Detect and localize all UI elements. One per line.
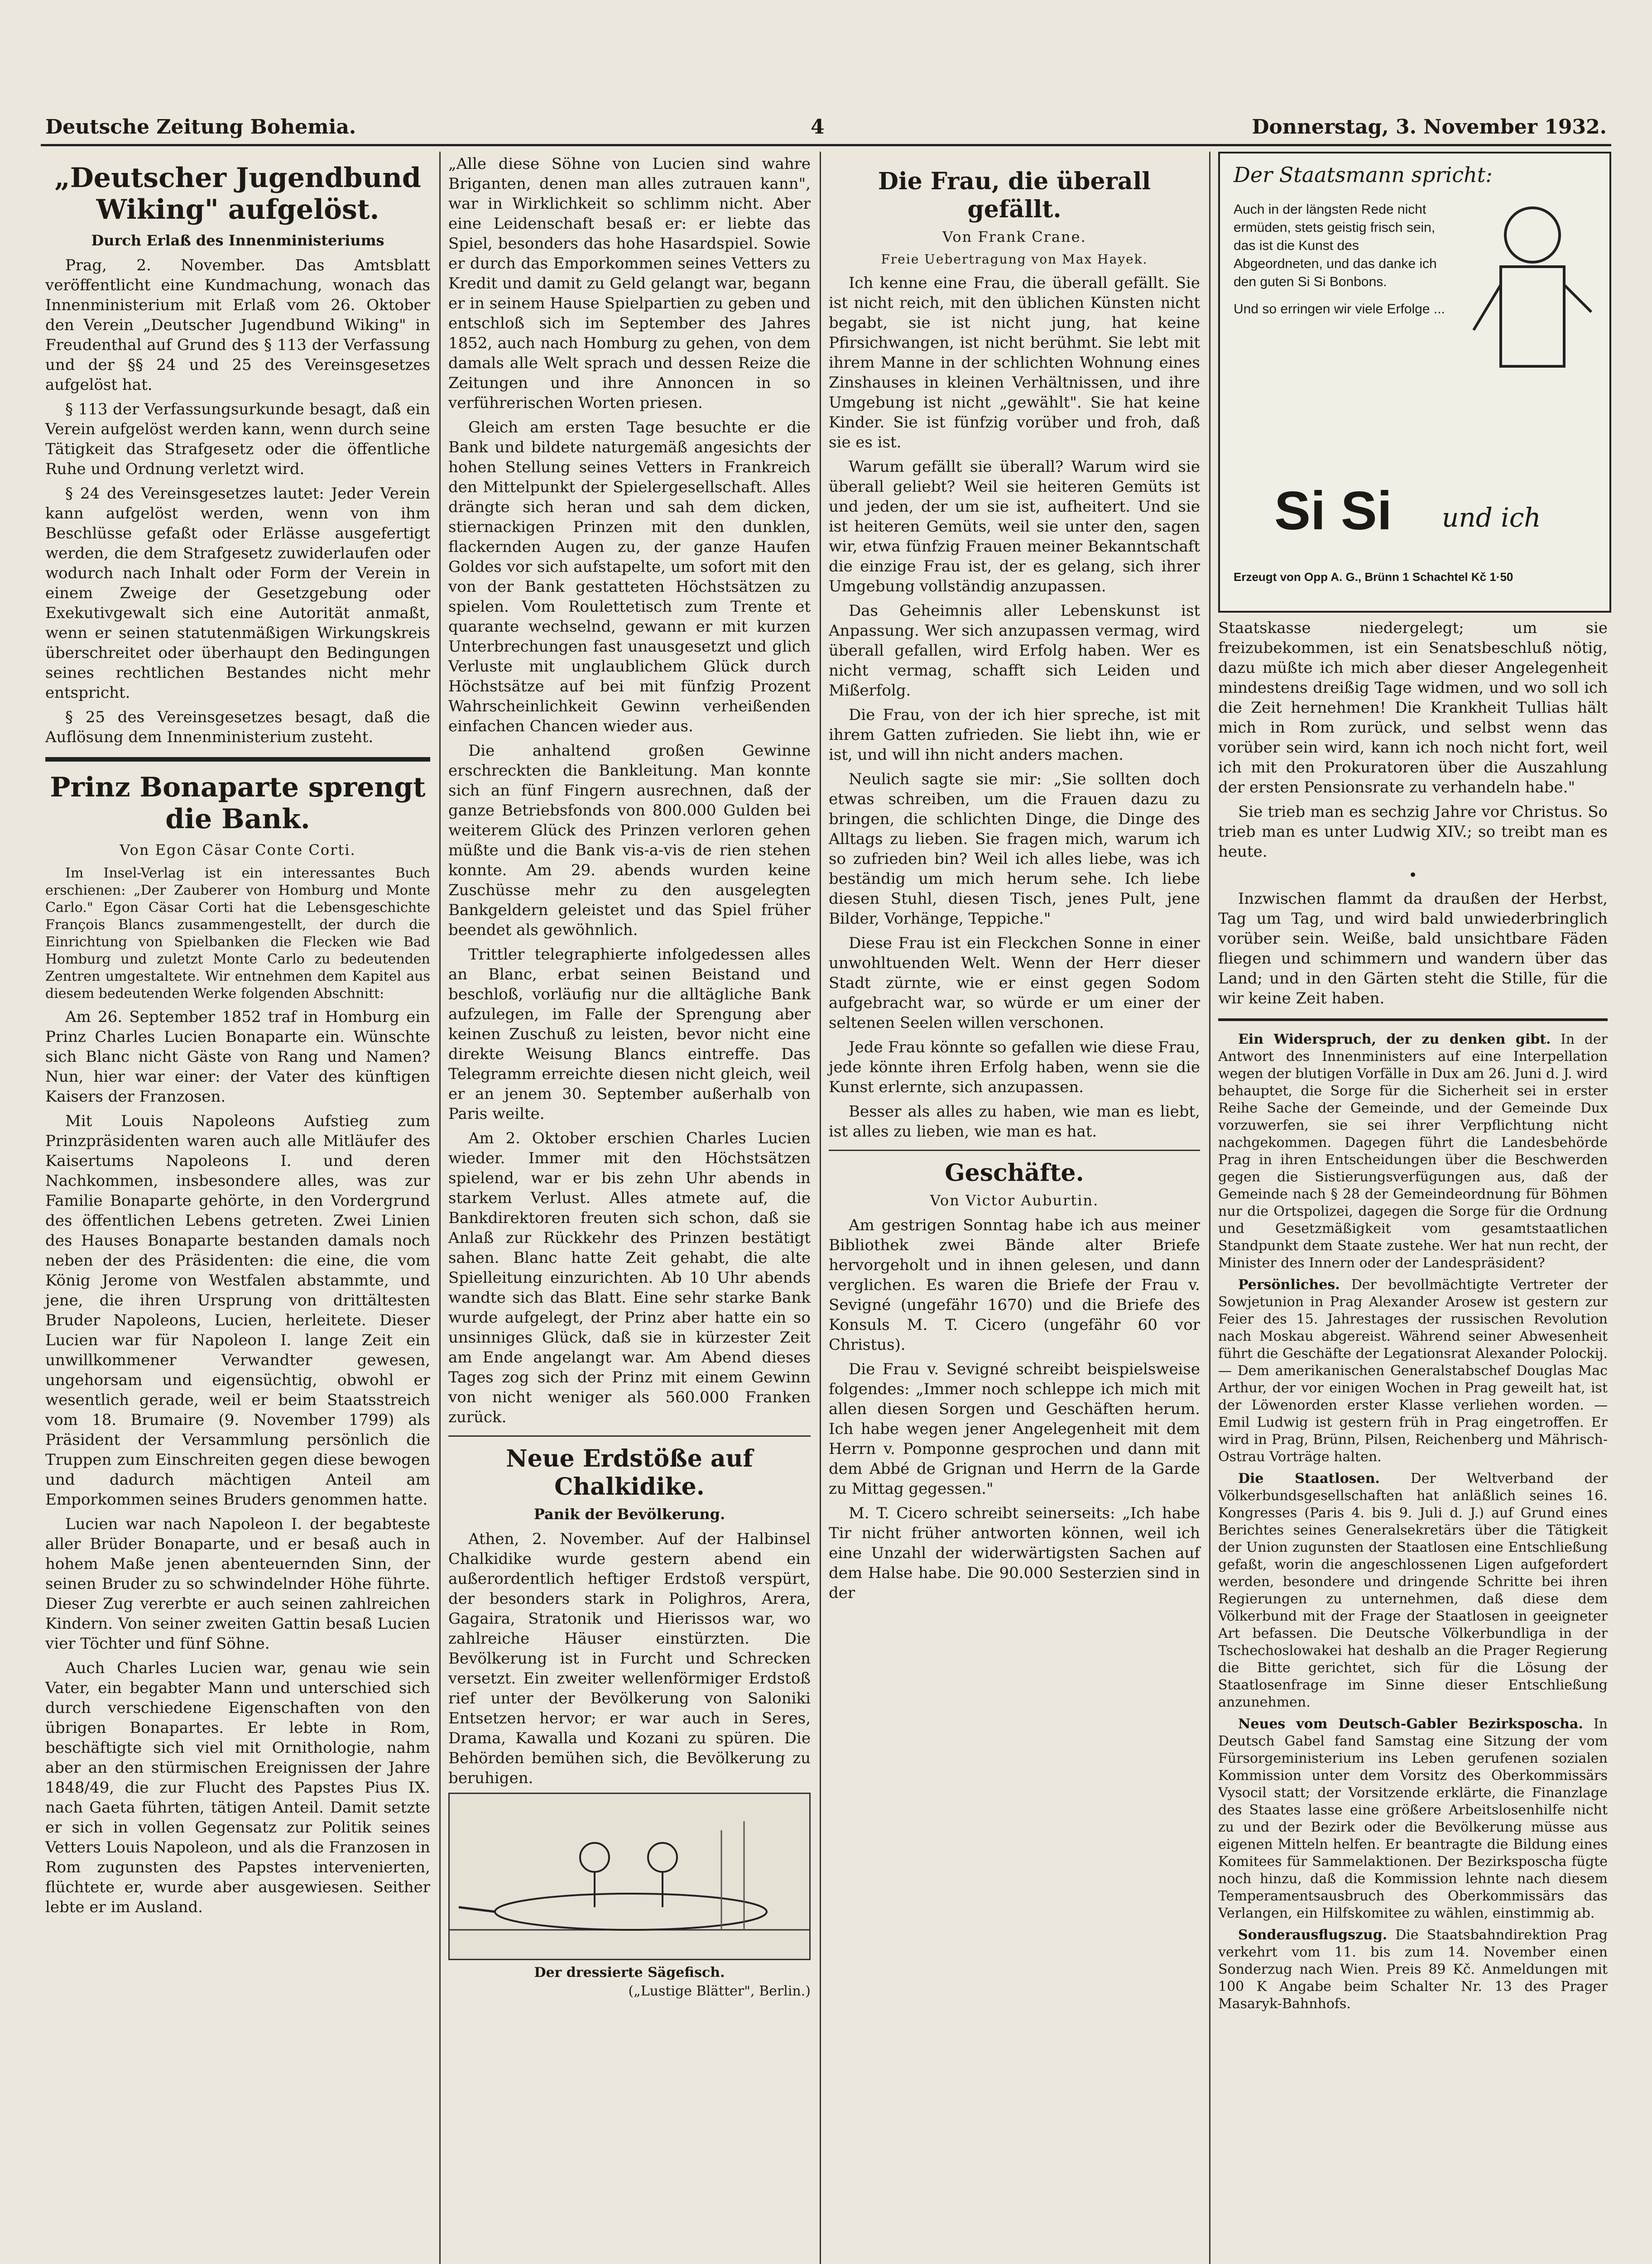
si-si-advertisement [1218,152,1611,613]
statesman-figure-icon [1465,194,1600,421]
article-byline-bonaparte: Von Egon Cäsar Conte Corti. [120,841,356,859]
news-item: Die Staatlosen. Der Weltverband der Völkerbundsgesellschaften hat anläßlich seines 16. Kongresses (Paris 4. bis 9. Juli d. J.) auf Grund eines Berichtes seines Generalsekretärs über die Tätigkeit der Union zugunsten der Staatlosen eine Entschließung gefaßt, worin die angeschlossenen Ligen aufgefordert werden, besondere und dringende Schritte bei ihren Regierungen zu unternehmen, daß diese dem Völkerbund mit der Frage der Staatlosen in geeigneter Art befassen. Die Deutsche Völkerbundliga in der Tschechoslowakei hat deshalb an die Prager Regierung die Bitte gerichtet, sich für die Lösung der Staatlosenfrage im Sinne dieser Entschließung anzunehmen. [1218,1471,1608,1710]
paragraph: Lucien war nach Napoleon I. der begabteste aller Brüder Bonaparte, und er besaß auch in hohem Maße jenen abenteuernden Sinn, der seinen Bruder zu so schwindelnder Höhe führte. Dieser Zug vererbte er auch seinen zahlreichen Kindern. Von seiner zweiten Gattin besaß Lucien vier Töchter und fünf Söhne. [45,1515,430,1653]
news-head: Die Staatlosen. [1238,1471,1380,1487]
column-rule-2 [820,152,821,2264]
article-title-geschaefte: Geschäfte. [945,1159,1084,1187]
article-translator: Freie Uebertragung von Max Hayek. [881,252,1148,267]
article-byline-frau: Von Frank Crane. [942,228,1086,245]
paragraph: Die Frau, von der ich hier spreche, ist mit ihrem Gatten zufrieden. Sie liebt ihn, wie er ist, und will ihn nicht anders machen. [829,706,1200,764]
news-item: Neues vom Deutsch-Gabler Bezirksposcha. In Deutsch Gabel fand Samstag eine Sitzung der vom Fürsorgeministerium ins Leben gerufenen sozialen Kommission unter dem Vorsitz des Oberkommissärs Vysocil statt; der Vorsitzende erklärte, die Finanzlage des Staates lasse eine größere Arbeitslosenhilfe nicht zu und der Bezirk oder die Bevölkerung müsse aus eigenen Mitteln helfen. Er beantragte die Bildung eines Komitees für Sammelaktionen. Der Bezirksposcha fügte noch hinzu, daß die Kommission lehnte nach diesem Temperamentsausbruch des Oberkommissärs das Verlangen, ein Hilfskomitee zu wählen, einstimmig ab. [1218,1716,1608,1921]
page-number: 4 [811,115,825,139]
paragraph: Am gestrigen Sonntag habe ich aus meiner Bibliothek zwei Bände alter Briefe hervorgeholt und in ihnen gelesen, und dann verglichen. Es waren die Briefe der Frau v. Sevigné (ungefähr 1670) und die Briefe des Konsuls M. T. Cicero (ungefähr 60 vor Christus). [829,1216,1200,1354]
ad-slogan: Der Staatsmann spricht: [1234,163,1493,187]
article-title-chalkidike: Neue Erdstöße auf Chalkidike. [506,1445,753,1501]
ad-brand: Si Si [1274,480,1393,541]
paragraph: Das Geheimnis aller Lebenskunst ist Anpassung. Wer sich anzupassen vermag, wird überall gefallen, wird Erfolg haben. Wer es nicht vermag, schafft sich Leiden und Mißerfolg. [829,602,1200,700]
paragraph: Trittler telegraphierte infolgedessen alles an Blanc, erbat seinen Beistand und beschloß, vorläufig nur die alltägliche Bank aufzulegen, im Falle der Sprengung aber keinen Zuschuß zu leisten, bevor nicht eine direkte Weisung Blancs eintreffe. Das Telegramm erreichte diesen nicht gleich, weil er an jenem 30. September außerhalb von Paris weilte. [448,945,811,1123]
paragraph: § 25 des Vereinsgesetzes besagt, daß die Auflösung dem Innenministerium zusteht. [45,708,430,746]
paragraph: Sie trieb man es sechzig Jahre vor Christus. So trieb man es unter Ludwig XIV.; so treibt man es heute. [1218,803,1608,861]
article-title-wiking: „Deutscher Jugendbund Wiking" aufgelöst. [54,162,421,225]
paragraph: Gleich am ersten Tage besuchte er die Bank und bildete naturgemäß angesichts der hohen Stellung seines Vetters in Frankreich den Mittelpunkt der Spielergesellschaft. Alles drängte sich heran und sah dem dicken, stiernackigen Prinzen mit den dunklen, flackernden Augen zu, der ganze Haufen Goldes vor sich aufstapelte, um sofort mit den von der Bank gestatteten Höchstsätzen zu spielen. Vom Roulettetisch zum Trente et quarante wechselnd, gewann er mit kurzen Unterbrechungen fast unausgesetzt und glich Verluste mit unglaublichem Glück durch Höchstsätze auf bei mit fünfzig Prozent Wahrscheinlichkeit Gewinn verheißenden einfachen Chancen wieder aus. [448,418,811,735]
cartoon-illustration [448,1793,811,1960]
paragraph: Neulich sagte sie mir: „Sie sollten doch etwas schreiben, um die Frauen dazu zu bringen, die schlichten Dinge, die Dinge des Alltags zu lieben. Sie fragen mich, warum ich so zufrieden bin? Weil ich alles liebe, was ich beständig um mich herum sehe. Ich liebe diesen Stuhl, diesen Tisch, jenes Pult, jene Bilder, Vorhänge, Teppiche." [829,770,1200,928]
article-subtitle-chalkidike: Panik der Bevölkerung. [533,1506,725,1523]
ornament-dot: • [1408,866,1418,884]
section-divider [45,757,430,762]
paragraph: Jede Frau könnte so gefallen wie diese Frau, jede könnte ihren Erfolg haben, wenn sie die Kunst erlernte, sich anzupassen. [829,1038,1200,1096]
paragraph: M. T. Cicero schreibt seinerseits: „Ich habe Tir nicht früher antworten können, weil ich eine Unzahl der widerwärtigsten Sachen auf dem Halse habe. Die 90.000 Sesterzien sind in der [829,1504,1200,1602]
news-head: Sonderausflugszug. [1238,1927,1388,1943]
paragraph: Inzwischen flammt da draußen der Herbst, Tag um Tag, und wird bald unwiederbringlich vorüber sein. Weiße, bald unsichtbare Fäden fliegen und schimmern und wandern über das Land; und in den Gärten steht die Stille, für die wir keine Zeit haben. [1218,890,1608,1007]
paragraph: Prag, 2. November. Das Amtsblatt veröffentlicht eine Kundmachung, wonach das Innenministerium mit Erlaß vom 26. Oktober den Verein „Deutscher Jugendbund Wiking" in Freudenthal auf Grund des § 113 der Verfassung und der §§ 24 und 25 des Vereinsgesetzes aufgelöst hat. [45,256,430,394]
news-item: Persönliches. Der bevollmächtigte Vertreter der Sowjetunion in Prag Alexander Arosew ist gestern zur Feier des 15. Jahrestages der russischen Revolution nach Moskau abgereist. Während seiner Abwesenheit führt die Geschäfte der Legationsrat Alexander Polockij. — Dem amerikanischen Generalstabschef Douglas Mac Arthur, der vor einigen Wochen in Prag geweilt hat, ist der Löwenorden erster Klasse verliehen worden. — Emil Ludwig ist gestern früh in Prag eingetroffen. Er wird in Prag, Brünn, Pilsen, Reichenberg und Mährisch-Ostrau Vorträge halten. [1218,1277,1608,1465]
paragraph: Mit Louis Napoleons Aufstieg zum Prinzpräsidenten waren auch alle Mitläufer des Kaisertums Napoleons I. und deren Nachkommen, insbesondere alles, was zur Familie Bonaparte gehörte, in den Vordergrund des öffentlichen Lebens getreten. Zwei Linien des Hauses Bonaparte bestanden damals noch neben der des Präsidenten: die eine, die vom König Jerome von Westfalen abstammte, und jene, die ihren Ursprung von drittältesten Bruder Napoleons, Lucien, herleitete. Dieser Lucien war für Napoleon I. lange Zeit ein unwillkommener Verwandter gewesen, ungehorsam und eigensüchtig, obwohl er wesentlich gerade, weil er beim Staatsstreich vom 18. Brumaire (9. November 1799) als Präsident der Versammlung persönlich die Truppen zum Einschreiten gegen diese bewogen und dadurch mächtigen Anteil am Emporkommen seines Bruders genommen hatte. [45,1112,430,1509]
paragraph: § 24 des Vereinsgesetzes lautet: Jeder Verein kann aufgelöst werden, wenn von ihm Beschlüsse gefaßt oder Erlässe ausgefertigt werden, die dem Strafgesetz zuwiderlaufen oder wodurch nach Inhalt oder Form der Verein in einem Zweige der Gesetzgebung oder Exekutivgewalt sich eine Autorität anmaßt, wenn er seinen statutenmäßigen Wirkungskreis überschreitet oder überhaupt den Bedingungen seines rechtlichen Bestandes nicht mehr entspricht. [45,484,430,702]
paragraph: Auch Charles Lucien war, genau wie sein Vater, ein begabter Mann und unterschied sich durch verschiedene Eigenschaften von den übrigen Bonapartes. Er lebte in Rom, beschäftigte sich viel mit Ornithologie, nahm aber an den stürmischen Ereignissen der Jahre 1848/49, die zur Flucht des Papstes Pius IX. nach Gaeta führten, tätigen Anteil. Damit setzte er sich in vollen Gegensatz zur Politik seines Vetters Louis Napoleon, und als die Franzosen in Rom zugunsten des Papstes intervenierten, flüchtete er, wurde aber ausgewiesen. Seither lebte er im Ausland. [45,1659,430,1916]
section-divider [448,1435,811,1437]
column-1 [45,154,430,1922]
paragraph: Warum gefällt sie überall? Warum wird sie überall geliebt? Weil sie heiteren Gemüts ist und jeden, der um sie ist, aufheitert. Und sie ist heiteren Gemüts, weil sie unter den, sagen wir, etwa fünfzig Frauen meiner Bekanntschaft die einzige Frau ist, der es gelang, sich ihrer Umgebung vollständig anzupassen. [829,458,1200,595]
ad-maker: Erzeugt von Opp A. G., Brünn 1 Schachtel Kč 1·50 [1234,570,1513,584]
section-divider [1218,1018,1608,1021]
paragraph: § 113 der Verfassungsurkunde besagt, daß ein Verein aufgelöst werden kann, wenn durch seine Tätigkeit das Strafgesetz oder die öffentliche Ruhe und Ordnung verletzt wird. [45,400,430,478]
news-head: Neues vom Deutsch-Gabler Bezirksposcha. [1238,1716,1583,1732]
paragraph: Die anhaltend großen Gewinne erschreckten die Bankleitung. Man konnte sich an fünf Fingern ausrechnen, daß der ganze Betriebsfonds von 800.000 Gulden bei weiterem Glück des Prinzen verloren gehen müßte und die Bank vis-a-vis de rien stehen konnte. Am 29. abends wurden keine Zuschüsse mehr zu den ausgelegten Bankgeldern geleistet und das Spiel früher beendet als gewöhnlich. [448,742,811,939]
article-subtitle-wiking: Durch Erlaß des Innenministeriums [91,232,384,249]
article-title-bonaparte: Prinz Bonaparte sprengt die Bank. [50,772,426,835]
article-intro: Im Insel-Verlag ist ein interessantes Buch erschienen: „Der Zauberer von Homburg und Monte Carlo." Egon Cäsar Corti hat die Lebensgeschichte François Blancs zusammengestellt, der durch die Einrichtung von Spielbanken die Flecken wie Bad Homburg und zuletzt Monte Carlo zu bedeutenden Zentren umgestaltete. Wir entnehmen dem Kapitel aus diesem bedeutenden Werke folgenden Abschnitt: [45,865,430,1002]
column-2 [448,154,811,2002]
news-head: Ein Widerspruch, der zu denken gibt. [1238,1031,1551,1047]
news-item: Sonderausflugszug. Die Staatsbahndirektion Prag verkehrt vom 11. bis zum 14. November einen Sonderzug nach Wien. Preis 89 Kč. Anmeldungen mit 100 K Angabe beim Schalter Nr. 13 des Prager Masaryk-Bahnhofs. [1218,1927,1608,2012]
cartoon-source: („Lustige Blätter", Berlin.) [628,1983,811,1999]
cartoon-caption: Der dressierte Sägefisch. [534,1965,725,1981]
paragraph: Am 2. Oktober erschien Charles Lucien wieder. Immer mit den Höchstsätzen spielend, war er bis zehn Uhr abends in starkem Verlust. Alles atmete auf, die Bankdirektoren freuten sich schon, daß sie Anlaß zur Rückkehr des Prinzen bestätigt sahen. Blanc hatte Zeit gehabt, die alte Spielleitung einzurichten. Ab 10 Uhr abends wandte sich das Blatt. Eine sehr starke Bank wurde aufgelegt, der Prinz aber hatte ein so unsinniges Glück, daß sie in kürzester Zeit am Ende angelangt war. Am Abend dieses Tages zog sich der Prinz mit einem Gewinn von nicht weniger als 560.000 Franken zurück. [448,1129,811,1426]
header-rule [41,144,1611,146]
paragraph: Besser als alles zu haben, wie man es liebt, ist alles zu lieben, wie man es hat. [829,1103,1200,1141]
ad-text-2: Und so erringen wir viele Erfolge ... [1234,302,1445,317]
masthead-left: Deutsche Zeitung Bohemia. [45,115,356,139]
paragraph: Diese Frau ist ein Fleckchen Sonne in einer unwohltuenden Welt. Wenn der Herr dieser Stadt zürnte, wie er einst gegen Sodom aufgebracht war, so würde er um einer der seltenen Seelen willen verschonen. [829,934,1200,1032]
column-rule-3 [1209,152,1210,2264]
paragraph: Athen, 2. November. Auf der Halbinsel Chalkidike wurde gestern abend ein außerordentlich heftiger Erdstoß verspürt, der besonders stark in Polighros, Arera, Gagaira, Stratonik und Hierissos war, wo zahlreiche Häuser einstürzten. Die Bevölkerung ist in Furcht und Schrecken versetzt. Ein zweiter wellenförmiger Erdstoß rief unter der Bevölkerung von Saloniki Entsetzen hervor; er war auch in Seres, Drama, Kawalla und Kozani zu spüren. Die Behörden bemühen sich, die Bevölkerung zu beruhigen. [448,1530,811,1787]
column-rule-1 [439,152,441,2264]
news-head: Persönliches. [1238,1277,1340,1293]
masthead-date: Donnerstag, 3. November 1932. [1252,115,1607,139]
paragraph: Am 26. September 1852 traf in Homburg ein Prinz Charles Lucien Bonaparte ein. Wünschte sich Blanc nicht Gäste von Rang und Namen? Nun, hier war einer: der Vater des künftigen Kaisers der Franzosen. [45,1008,430,1106]
ad-brand-2: und ich [1442,502,1541,533]
column-4 [1218,618,1608,2017]
article-byline-geschaefte: Von Victor Auburtin. [930,1192,1099,1209]
news-item: Ein Widerspruch, der zu denken gibt. In der Antwort des Innenministers auf eine Interpellation wegen der blutigen Vorfälle in Dux am 26. Juni d. J. wird behauptet, die Sorge für die Sicherheit sei in erster Reihe Sache der Gemeinde, und der Gemeinde Dux vorzuwerfen, sie sei ihrer Verpflichtung nicht nachgekommen. Dagegen führt die Landesbehörde Prag in ihren Entscheidungen über die Beschwerden gegen die Sistierungsverfügungen aus, daß der Gemeinde nach § 28 der Gemeindeordnung für Böhmen nur die Ortspolizei, dagegen die Sorge für die Ordnung und Gesetzmäßigkeit vom gesamtstaatlichen Standpunkt dem Staate zustehe. Wer hat nun recht, der Minister des Innern oder der Landespräsident? [1218,1031,1608,1271]
article-title-frau: Die Frau, die überall gefällt. [878,168,1151,223]
paragraph: Staatskasse niedergelegt; um sie freizubekommen, ist ein Senatsbeschluß nötig, dazu müßte ich mich aber dieser Angelegenheit mindestens dreißig Tage widmen, und wo soll ich die Zeit hernehmen! Die Krankheit Tullias hält mich in Rom zurück, und selbst wenn das vorüber sein wird, kann ich noch nicht fort, weil ich mit den Prokuratoren über die Auszahlung der ersten Pensionsrate zu verhandeln habe." [1218,619,1608,796]
ad-text: Auch in der längsten Rede nicht ermüden, stets geistig frisch sein, das ist die Kunst des Abgeordneten, und das danke ich den guten Si Si Bonbons. [1234,202,1437,289]
sawfish-cartoon-drawing [450,1794,809,1957]
section-divider [829,1150,1200,1151]
paragraph: Ich kenne eine Frau, die überall gefällt. Sie ist nicht reich, mit den üblichen Künsten nicht begabt, sie ist nicht jung, hat keine Pfirsichwangen, ist nicht berühmt. Sie lebt mit ihrem Manne in der schlichten Wohnung eines Zinshauses in kleinen Verhältnissen, und ihre Umgebung ist nicht „gewählt". Sie hat keine Kinder. Sie ist fünfzig vorüber und froh, daß sie es ist. [829,274,1200,451]
paragraph: Die Frau v. Sevigné schreibt beispielsweise folgendes: „Immer noch schleppe ich mich mit allen diesen Sorgen und Geschäften herum. Ich habe wegen jener Angelegenheit mit dem Herrn v. Pomponne gesprochen und dann mit dem Abbé de Grignan und Herrn de la Garde zu Mittag gegessen." [829,1360,1200,1498]
paragraph: „Alle diese Söhne von Lucien sind wahre Briganten, denen man alles zutrauen kann", war in Wirklichkeit so schlimm nicht. Aber eine Leidenschaft besaß er: er liebte das Spiel, besonders das hohe Hasardspiel. Sowie er durch das Emporkommen seines Vetters zu Kredit und damit zu Geld gelangt war, begann er in seinem Hause Spielpartien zu geben und entschloß sich im September des Jahres 1852, auch nach Homburg zu gehen, von dem damals alle Welt sprach und dessen Reize die Zeitungen und ihre Annoncen in so verführerischen Worten priesen. [448,155,811,412]
column-3 [829,154,1200,1607]
